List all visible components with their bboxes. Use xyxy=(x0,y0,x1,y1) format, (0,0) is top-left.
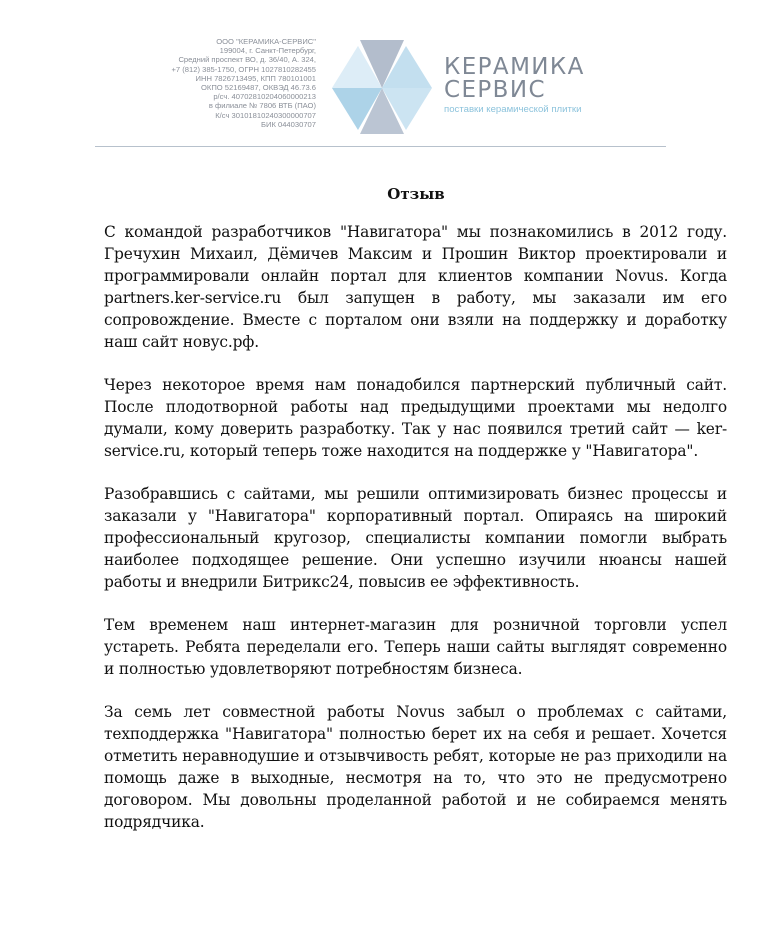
company-details-line: Средний проспект ВО, д. 36/40, А. 324, xyxy=(178,55,316,65)
company-details xyxy=(120,37,316,129)
company-details-line: БИК 044030707 xyxy=(261,119,316,129)
letterhead xyxy=(0,0,777,150)
header-divider xyxy=(95,146,666,147)
company-details-line: р/сч. 40702810204060000213 xyxy=(213,92,316,102)
logo-line-servis: СЕРВИС xyxy=(444,77,546,103)
company-details-line: +7 (812) 385-1750, ОГРН 1027810282455 xyxy=(171,64,316,74)
logo-line-keramika: КЕРАМИКА xyxy=(444,54,585,80)
logo-mark-icon xyxy=(328,38,436,136)
body-paragraph: С командой разработчиков "Навигатора" мы познакомились в 2012 году. Гречухин Михаил, Дёмичев Максим и Прошин Виктор проектировали и программировали онлайн портал для клиентов компании Novus. Когда partners.ker-service.ru был запущен в работу, мы заказали им его сопровождение. Вместе с порталом они взяли на поддержку и доработку наш сайт новус.рф. xyxy=(104,223,727,351)
company-details-line: ИНН 7826713495, КПП 780101001 xyxy=(195,73,316,83)
company-details-line: 199004, г. Санкт-Петербург, xyxy=(219,46,316,56)
company-details-line: в филиале № 7806 ВТБ (ПАО) xyxy=(208,101,316,111)
logo-wordmark xyxy=(444,56,585,115)
body-paragraph: Разобравшись с сайтами, мы решили оптимизировать бизнес процессы и заказали у "Навигатора" корпоративный портал. Опираясь на широкий профессиональный кругозор, специалисты компании помогли выбрать наиболее подходящее решение. Они успешно изучили нюансы нашей работы и внедрили Битрикс24, повысив ее эффективность. xyxy=(104,485,727,591)
company-details-line: ООО "КЕРАМИКА-СЕРВИС" xyxy=(216,37,316,46)
company-details-line: К/сч 30101810240300000707 xyxy=(215,110,316,120)
company-details-line: ОКПО 52169487, ОКВЭД 46.73.6 xyxy=(201,83,316,93)
body-paragraph: Тем временем наш интернет-магазин для розничной торговли успел устареть. Ребята переделали его. Теперь наши сайты выглядят современно и полностью удовлетворяют потребностям бизнеса. xyxy=(104,616,727,678)
body-paragraph: Через некоторое время нам понадобился партнерский публичный сайт. После плодотворной работы над предыдущими проектами мы недолго думали, кому доверить разработку. Так у нас появился третий сайт — ker-service.ru, который теперь тоже находится на поддержке у "Навигатора". xyxy=(104,376,727,460)
document-body xyxy=(104,221,727,854)
document-title: Отзыв xyxy=(387,185,445,203)
body-paragraph: За семь лет совместной работы Novus забыл о проблемах с сайтами, техподдержка "Навигатора" полностью берет их на себя и решает. Хочется отметить неравнодушие и отзывчивость ребят, которые не раз приходили на помощь даже в выходные, несмотря на то, что это не предусмотрено договором. Мы довольны проделанной работой и не собираемся менять подрядчика. xyxy=(104,703,727,831)
logo-tagline: поставки керамической плитки xyxy=(444,104,582,115)
